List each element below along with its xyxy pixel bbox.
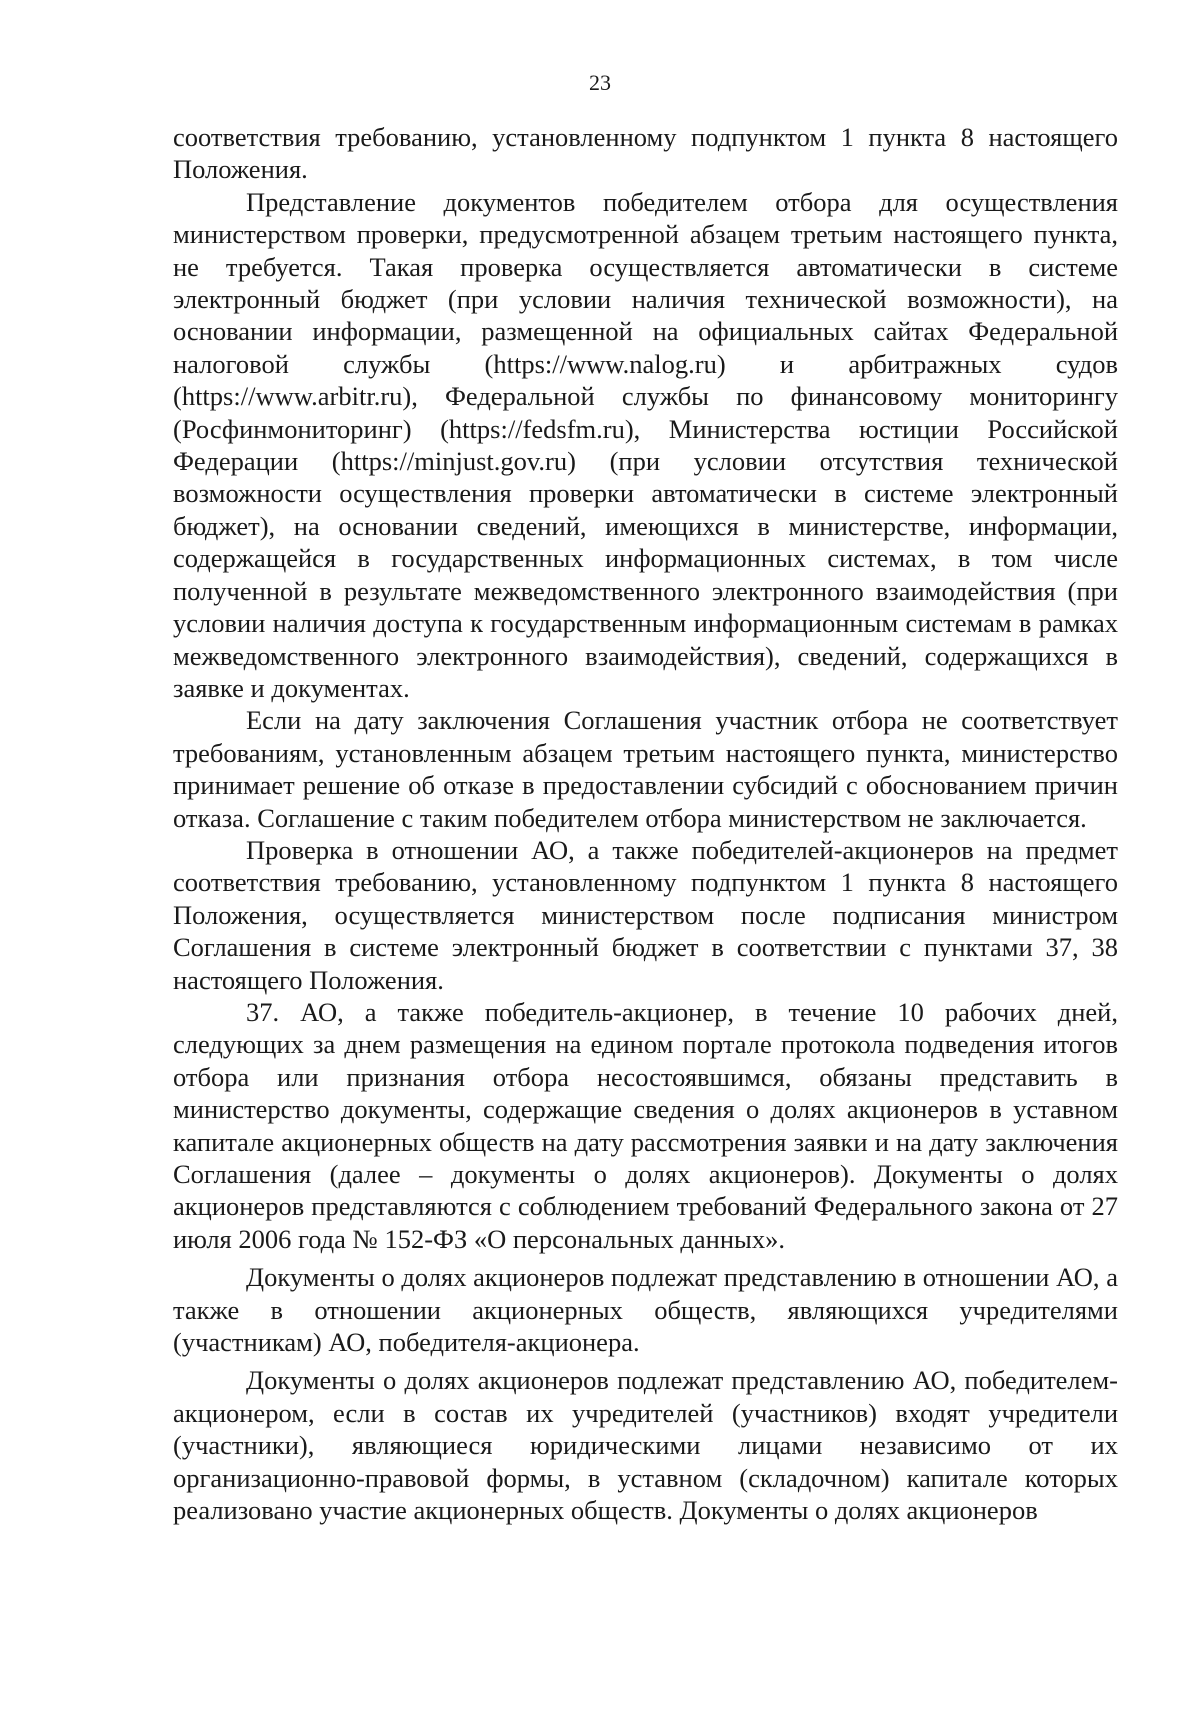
paragraph-item-37: 37. АО, а также победитель-акционер, в течение 10 рабочих дней, следующих за днем размещения на едином портале протокола подведения итогов отбора или признания отбора несостоявшимся, обязаны представить в министерство документы, содержащие сведения о долях акционеров в уставном капитале акционерных обществ на дату рассмотрения заявки и на дату заключения Соглашения (далее – документы о долях акционеров). Документы о долях акционеров представляются с соблюдением требований Федерального закона от 27 июля 2006 года № 152-ФЗ «О персональных данных». bbox=[173, 996, 1118, 1254]
paragraph-verification: Представление документов победителем отбора для осуществления министерством проверки, предусмотренной абзацем третьим настоящего пункта, не требуется. Такая проверка осуществляется автоматически в системе электронный бюджет (при условии наличия технической возможности), на основании информации, размещенной на официальных сайтах Федеральной налоговой службы (https://www.nalog.ru) и арбитражных судов (https://www.arbitr.ru), Федеральной службы по финансовому мониторингу (Росфинмониторинг) (https://fedsfm.ru), Министерства юстиции Российской Федерации (https://minjust.gov.ru) (при условии отсутствия технической возможности осуществления проверки автоматически в системе электронный бюджет), на основании сведений, имеющихся в министерстве, информации, содержащейся в государственных информационных системах, в том числе полученной в результате межведомственного электронного взаимодействия (при условии наличия доступа к государственным информационным системам в рамках межведомственного электронного взаимодействия), сведений, содержащихся в заявке и документах. bbox=[173, 186, 1118, 703]
paragraph-refusal: Если на дату заключения Соглашения участник отбора не соответствует требованиям, установленным абзацем третьим настоящего пункта, министерство принимает решение об отказе в предоставлении субсидий с обоснованием причин отказа. Соглашение с таким победителем отбора министерством не заключается. bbox=[173, 705, 1118, 833]
paragraph-shareholder-docs-conditions: Документы о долях акционеров подлежат представлению АО, победителем-акционером, если в состав их учредителей (участников) входят учредители (участники), являющиеся юридическими лицами независимо от их организационно-правовой формы, в уставном (складочном) капитале которых реализовано участие акционерных обществ. Документы о долях акционеров bbox=[173, 1365, 1118, 1526]
page-number: 23 bbox=[589, 70, 611, 95]
paragraph-continuation: соответствия требованию, установленному подпунктом 1 пункта 8 настоящего Положения. bbox=[173, 122, 1118, 185]
document-body bbox=[173, 121, 1118, 1526]
paragraph-ao-check: Проверка в отношении АО, а также победителей-акционеров на предмет соответствия требованию, установленному подпунктом 1 пункта 8 настоящего Положения, осуществляется министерством после подписания министром Соглашения в системе электронный бюджет в соответствии с пунктами 37, 38 настоящего Положения. bbox=[173, 834, 1118, 995]
paragraph-shareholder-docs: Документы о долях акционеров подлежат представлению в отношении АО, а также в отношении акционерных обществ, являющихся учредителями (участникам) АО, победителя-акционера. bbox=[173, 1262, 1118, 1358]
